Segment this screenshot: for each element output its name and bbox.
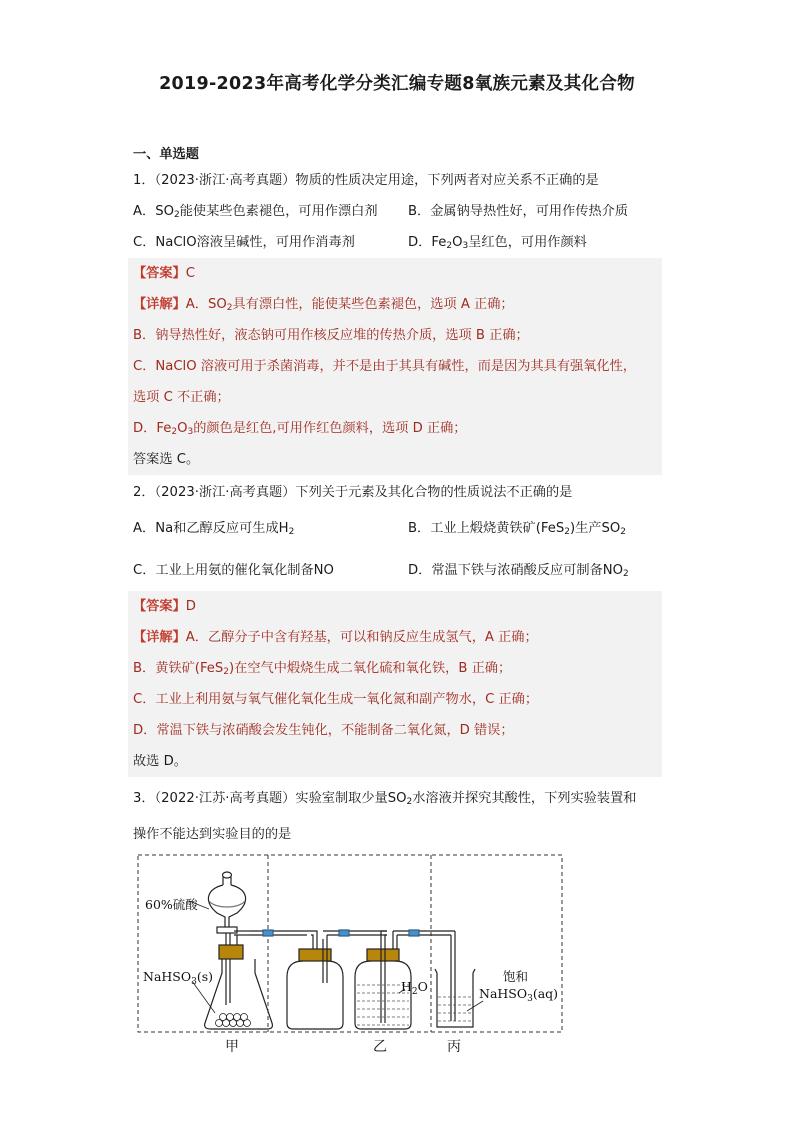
q2-detail-a: 【详解】A．乙醇分子中含有羟基，可以和钠反应生成氢气，A 正确； <box>133 630 538 645</box>
q2-detail-b: B．黄铁矿(FeS$_2$)在空气中煅烧生成二氧化硫和氧化铁，B 正确； <box>133 661 512 677</box>
label-aqueous: NaHSO$_3$(aq) <box>479 986 559 1004</box>
gas-bottle-1 <box>287 930 387 1029</box>
q3-stem: 3．（2022·江苏·高考真题）实验室制取少量$SO_2$水溶液并探究其酸性，下列实验装置和 <box>133 791 637 807</box>
q2-option-b: B．工业上煅烧黄铁矿(FeS$_2$)生产$SO_2$ <box>408 521 626 537</box>
q1-conclusion: 答案选 C。 <box>133 452 200 467</box>
delivery-tube-2 <box>393 930 455 1021</box>
panel-label-b: 乙 <box>373 1039 387 1055</box>
label-acid: 60%硫酸 <box>145 897 198 912</box>
q1-detail-d: D．$Fe_2O_3$的颜色是红色,可用作红色颜料，选项 D 正确； <box>133 421 467 437</box>
q1-stem: 1．（2023·浙江·高考真题）物质的性质决定用途，下列两者对应关系不正确的是 <box>133 173 599 188</box>
label-water: $H_2O$ <box>401 979 428 997</box>
q2-answer: 【答案】D <box>133 599 196 614</box>
panel-label-a: 甲 <box>225 1039 239 1055</box>
q2-stem: 2．（2023·浙江·高考真题）下列关于元素及其化合物的性质说法不正确的是 <box>133 485 573 500</box>
panel-label-c: 丙 <box>447 1039 461 1055</box>
q2-option-d: D．常温下铁与浓硝酸反应可制备$NO_2$ <box>408 563 629 579</box>
q1-detail-c: C．NaClO 溶液可用于杀菌消毒，并不是由于其具有碱性，而是因为其具有强氧化性， <box>133 359 636 374</box>
q1-detail-c-cont: 选项 C 不正确； <box>133 390 230 405</box>
q1-option-c: C．NaClO溶液呈碱性，可用作消毒剂 <box>133 235 355 250</box>
panel-frames <box>138 855 562 1032</box>
q2-detail-c: C．工业上利用氨与氧气催化氧化生成一氧化氮和副产物水，C 正确； <box>133 692 539 707</box>
solid-reagent <box>216 1014 251 1027</box>
q3-stem-cont: 操作不能达到实验目的的是 <box>133 827 292 842</box>
label-saturated: 饱和 <box>503 969 529 984</box>
delivery-tube <box>234 930 307 945</box>
q2-option-a: A．Na和乙醇反应可生成$H_2$ <box>133 521 295 537</box>
q2-conclusion: 故选 D。 <box>133 754 187 769</box>
q1-option-b: B．金属钠导热性好，可用作传热介质 <box>408 204 629 219</box>
q1-option-a: A．$SO_2$能使某些色素褪色，可用作漂白剂 <box>133 204 378 220</box>
separatory-funnel <box>208 872 245 1005</box>
section-heading: 一、单选题 <box>133 147 199 162</box>
label-solid: NaHSO$_3$(s) <box>143 969 214 987</box>
page-title: 2019-2023年高考化学分类汇编专题8氧族元素及其化合物 <box>159 74 635 94</box>
q2-option-c: C．工业上用氨的催化氧化制备NO <box>133 563 334 578</box>
apparatus-figure <box>137 853 567 1063</box>
q1-detail-a: 【详解】A．$SO_2$具有漂白性，能使某些色素褪色，选项 A 正确； <box>133 297 514 313</box>
q1-answer: 【答案】C <box>133 266 195 281</box>
q2-answer-box <box>128 591 662 777</box>
q1-option-d: D．$Fe_2O_3$呈红色，可用作颜料 <box>408 235 587 251</box>
q1-detail-b: B．钠导热性好，液态钠可用作核反应堆的传热介质，选项 B 正确； <box>133 328 529 343</box>
q2-detail-d: D．常温下铁与浓硝酸会发生钝化，不能制备二氧化氮，D 错误； <box>133 723 514 738</box>
